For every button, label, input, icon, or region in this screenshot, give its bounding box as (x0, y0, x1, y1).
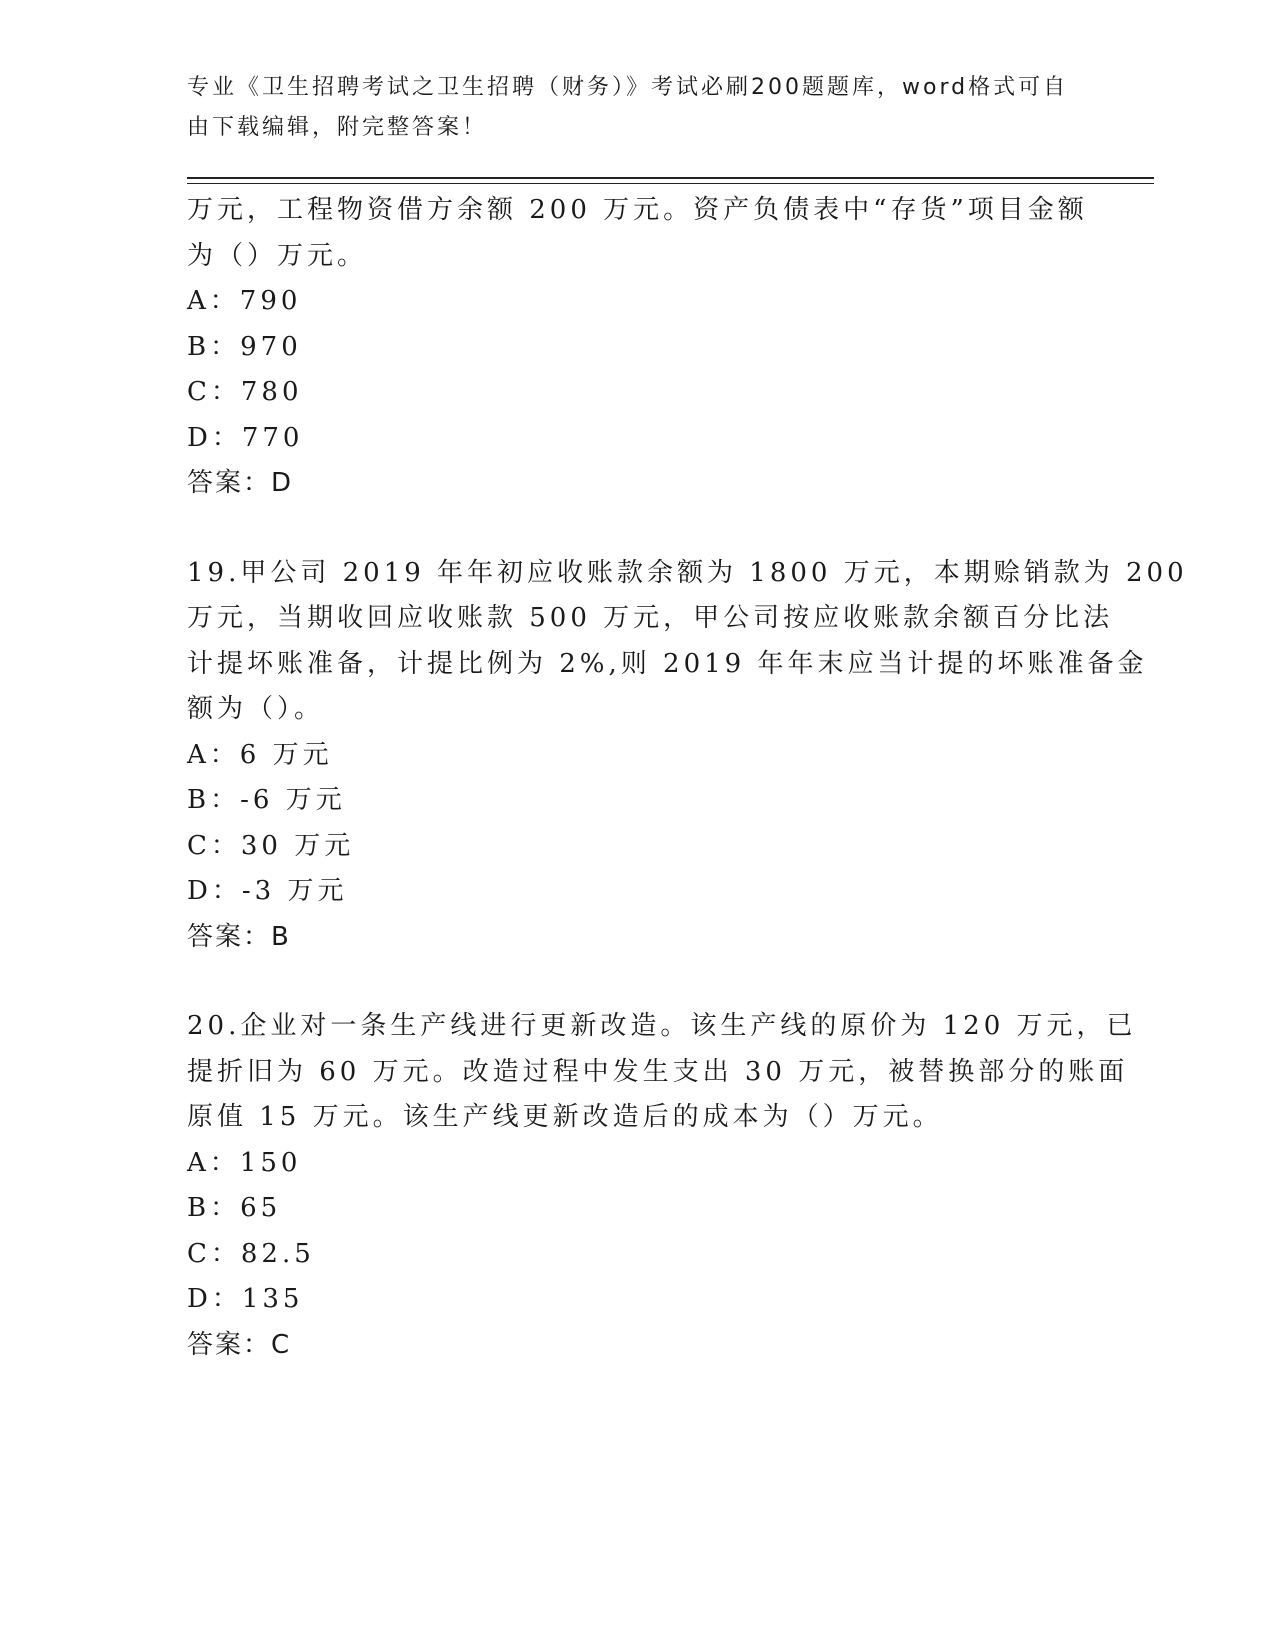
question-19 (187, 551, 1188, 961)
question-20 (187, 1004, 1137, 1368)
question-text-line: 万元，当期收回应收账款 500 万元，甲公司按应收账款余额百分比法 (187, 603, 1114, 633)
header-rule-thick (187, 177, 1154, 179)
option-d: D：-3 万元 (187, 876, 348, 906)
question-text-line: 19.甲公司 2019 年年初应收账款余额为 1800 万元，本期赊销款为 200 (187, 557, 1188, 588)
question-text-line: 原值 15 万元。该生产线更新改造后的成本为（）万元。 (187, 1102, 943, 1132)
option-c: C：780 (187, 377, 303, 407)
answer-line: 答案：D (187, 468, 294, 498)
question-text-line: 20.企业对一条生产线进行更新改造。该生产线的原价为 120 万元，已 (187, 1011, 1137, 1041)
option-a: A：6 万元 (187, 739, 333, 770)
option-b: B：970 (187, 331, 302, 362)
header-line-2: 由下载编辑，附完整答案！ (187, 115, 488, 140)
answer-line: 答案：B (187, 921, 291, 952)
question-text-line: 万元，工程物资借方余额 200 万元。资产负债表中“存货”项目金额 (187, 195, 1088, 225)
option-d: D：770 (187, 422, 304, 453)
option-a: A：790 (187, 286, 302, 316)
answer-line: 答案：C (187, 1329, 292, 1360)
question-text-line: 额为（）。 (187, 694, 325, 724)
option-b: B：65 (187, 1193, 282, 1223)
document-body (187, 188, 1188, 1368)
question-text-line: 为（）万元。 (187, 240, 368, 271)
option-a: A：150 (187, 1147, 302, 1178)
option-c: C：82.5 (187, 1238, 315, 1269)
header-rule-thin (187, 183, 1154, 184)
question-gap (187, 507, 1087, 551)
page-header (187, 68, 1077, 148)
question-text-line: 计提坏账准备，计提比例为 2%,则 2019 年年末应当计提的坏账准备金 (187, 648, 1148, 679)
question-text-line: 提折旧为 60 万元。改造过程中发生支出 30 万元，被替换部分的账面 (187, 1056, 1129, 1087)
option-c: C：30 万元 (187, 830, 355, 861)
header-line-1: 专业《卫生招聘考试之卫生招聘（财务）》考试必刷200题题库，word格式可自 (187, 75, 1069, 100)
option-d: D：135 (187, 1284, 304, 1314)
question-gap (187, 960, 1087, 1004)
question-18-continued (187, 188, 1087, 507)
option-b: B：-6 万元 (187, 785, 346, 815)
